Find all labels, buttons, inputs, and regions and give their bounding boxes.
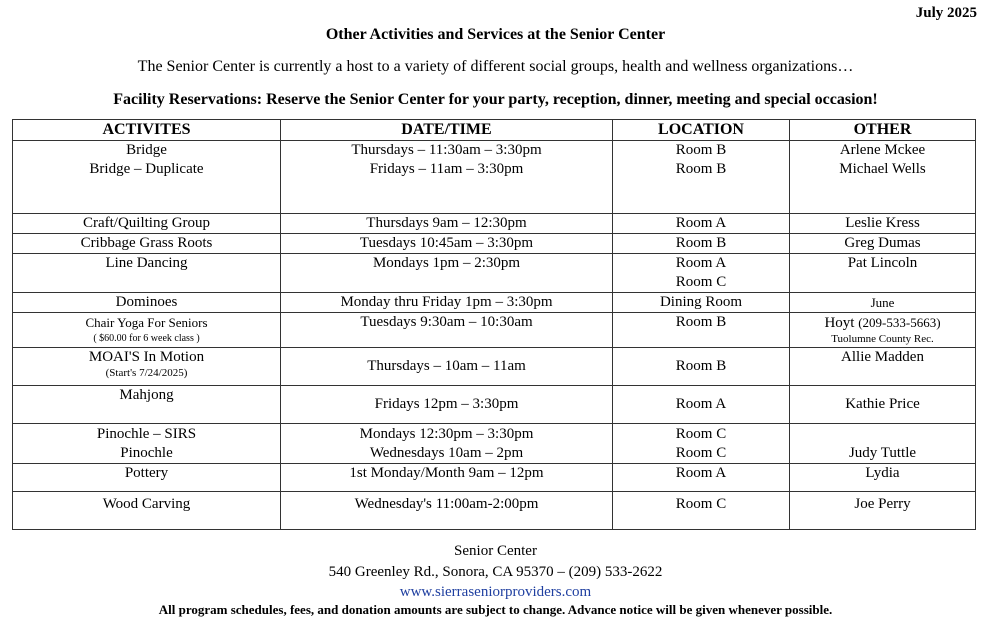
time-cell: Mondays 1pm – 2:30pm bbox=[281, 254, 613, 293]
location-cell bbox=[613, 492, 790, 530]
table-row bbox=[13, 348, 976, 386]
location-cell bbox=[613, 424, 790, 464]
footer-name: Senior Center bbox=[454, 543, 537, 559]
activity-name: Pinochle – SIRS bbox=[96, 426, 197, 442]
column-header-activities: ACTIVITES bbox=[13, 120, 281, 141]
other-cell bbox=[790, 386, 976, 424]
table-row bbox=[13, 141, 976, 214]
activity-name: Wood Carving bbox=[102, 496, 191, 512]
time-cell bbox=[281, 492, 613, 530]
table-row bbox=[13, 492, 976, 530]
time-cell bbox=[281, 348, 613, 386]
location-text: Room B bbox=[675, 358, 727, 374]
location-text: Room A bbox=[675, 255, 727, 271]
intro-text: The Senior Center is currently a host to a variety of different social groups, health and wellness organizations… bbox=[137, 58, 854, 75]
location-cell bbox=[613, 141, 790, 214]
activity-cell bbox=[13, 313, 281, 348]
activity-cell: Mahjong bbox=[13, 386, 281, 424]
activity-cell: Dominoes bbox=[13, 293, 281, 313]
activity-cell: Cribbage Grass Roots bbox=[13, 234, 281, 254]
column-header-date-time: DATE/TIME bbox=[281, 120, 613, 141]
location-text: Room B bbox=[675, 161, 727, 177]
other-cell bbox=[790, 492, 976, 530]
activity-name: Pinochle bbox=[120, 445, 173, 461]
table-header-row bbox=[13, 120, 976, 141]
activity-cell bbox=[13, 492, 281, 530]
activity-note: ( $60.00 for 6 week class ) bbox=[93, 333, 200, 344]
time-cell bbox=[281, 141, 613, 214]
activity-cell bbox=[13, 141, 281, 214]
activities-table bbox=[12, 119, 976, 530]
time-cell: Monday thru Friday 1pm – 3:30pm bbox=[281, 293, 613, 313]
location-cell: Room A bbox=[613, 214, 790, 234]
time-cell: 1st Monday/Month 9am – 12pm bbox=[281, 464, 613, 492]
table-row bbox=[13, 424, 976, 464]
activity-name: Bridge – Duplicate bbox=[89, 161, 204, 177]
activity-cell: Pottery bbox=[13, 464, 281, 492]
activity-name: MOAI'S In Motion bbox=[88, 349, 205, 365]
page-title: Other Activities and Services at the Senior Center bbox=[325, 26, 666, 43]
column-header-other: OTHER bbox=[790, 120, 976, 141]
location-cell bbox=[613, 348, 790, 386]
contact-name: Michael Wells bbox=[839, 161, 926, 177]
table-row bbox=[13, 313, 976, 348]
other-cell bbox=[790, 424, 976, 464]
contact-name: Hoyt bbox=[824, 315, 855, 331]
contact-name: Judy Tuttle bbox=[848, 445, 917, 461]
table-row bbox=[13, 234, 976, 254]
time-cell bbox=[281, 386, 613, 424]
location-cell: Room B bbox=[613, 234, 790, 254]
contact-phone: (209-533-5663) bbox=[858, 315, 941, 330]
other-cell bbox=[790, 141, 976, 214]
location-cell bbox=[613, 386, 790, 424]
activity-note: (Start's 7/24/2025) bbox=[105, 367, 188, 379]
activity-name: Chair Yoga For Seniors bbox=[85, 315, 208, 330]
time-cell: Tuesdays 10:45am – 3:30pm bbox=[281, 234, 613, 254]
reservations-notice: Facility Reservations: Reserve the Senior Center for your party, reception, dinner, meeting and special occasion! bbox=[113, 91, 878, 108]
location-text: Room C bbox=[675, 274, 727, 290]
time-text: Mondays 12:30pm – 3:30pm bbox=[359, 426, 534, 442]
table-row bbox=[13, 464, 976, 492]
time-text: Thursdays – 10am – 11am bbox=[367, 358, 526, 374]
location-text: Room C bbox=[675, 445, 727, 461]
table-row bbox=[13, 214, 976, 234]
location-text: Room B bbox=[675, 142, 727, 158]
time-text: Fridays – 11am – 3:30pm bbox=[369, 161, 524, 177]
contact-organization: Tuolumne County Rec. bbox=[831, 333, 934, 345]
footer-disclaimer: All program schedules, fees, and donation amounts are subject to change. Advance notice will be given whenever possible. bbox=[158, 602, 833, 617]
contact-name: Joe Perry bbox=[854, 496, 911, 512]
time-cell: Thursdays 9am – 12:30pm bbox=[281, 214, 613, 234]
time-cell bbox=[281, 424, 613, 464]
time-text: Fridays 12pm – 3:30pm bbox=[374, 396, 519, 412]
time-cell: Tuesdays 9:30am – 10:30am bbox=[281, 313, 613, 348]
table-row bbox=[13, 254, 976, 293]
activity-cell bbox=[13, 348, 281, 386]
location-text: Room A bbox=[675, 396, 727, 412]
column-header-location: LOCATION bbox=[613, 120, 790, 141]
location-cell: Room A bbox=[613, 464, 790, 492]
activity-cell: Craft/Quilting Group bbox=[13, 214, 281, 234]
other-cell: Allie Madden bbox=[790, 348, 976, 386]
activity-cell bbox=[13, 424, 281, 464]
location-text: Room C bbox=[675, 496, 727, 512]
location-cell: Room B bbox=[613, 313, 790, 348]
time-text: Wednesday's 11:00am-2:00pm bbox=[354, 496, 539, 512]
time-text: Wednesdays 10am – 2pm bbox=[369, 445, 524, 461]
location-cell bbox=[613, 254, 790, 293]
footer-website-link[interactable]: www.sierraseniorproviders.com bbox=[399, 584, 592, 600]
other-cell: Lydia bbox=[790, 464, 976, 492]
table-row bbox=[13, 293, 976, 313]
contact-name: Kathie Price bbox=[845, 396, 920, 412]
time-text: Thursdays – 11:30am – 3:30pm bbox=[351, 142, 542, 158]
activity-cell: Line Dancing bbox=[13, 254, 281, 293]
contact-name: Arlene Mckee bbox=[839, 142, 926, 158]
location-text: Room C bbox=[675, 426, 727, 442]
footer-address: 540 Greenley Rd., Sonora, CA 95370 – (209) 533-2622 bbox=[328, 564, 663, 580]
other-cell: June bbox=[790, 293, 976, 313]
document-date: July 2025 bbox=[915, 5, 977, 21]
other-cell: Leslie Kress bbox=[790, 214, 976, 234]
table-row bbox=[13, 386, 976, 424]
other-cell: Greg Dumas bbox=[790, 234, 976, 254]
location-cell: Dining Room bbox=[613, 293, 790, 313]
other-cell bbox=[790, 313, 976, 348]
other-cell: Pat Lincoln bbox=[790, 254, 976, 293]
activity-name: Bridge bbox=[126, 142, 167, 158]
